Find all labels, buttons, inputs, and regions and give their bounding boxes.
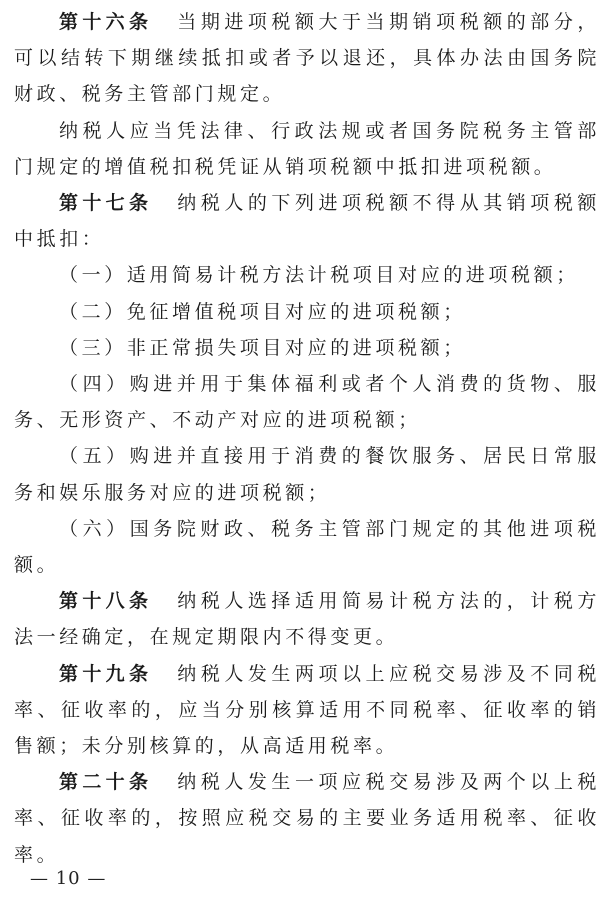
article-heading: 第二十条 (59, 771, 153, 794)
article-heading: 第十六条 (59, 11, 153, 33)
paragraph-article-17 (14, 185, 600, 257)
paragraph-text: （二）免征增值税项目对应的进项税额； (59, 300, 466, 323)
list-item (14, 294, 600, 330)
paragraph-text: 纳税人应当凭法律、行政法规或者国务院税务主管部门规定的增值税扣税凭证从销项税额中抵扣进项税额。 (14, 119, 600, 178)
paragraph-text: （一）适用简易计税方法计税项目对应的进项税额； (59, 264, 579, 287)
article-heading: 第十八条 (59, 590, 153, 613)
list-item (14, 511, 600, 583)
paragraph-text: 纳税人选择适用简易计税方法的，计税方法一经确定，在规定期限内不得变更。 (14, 590, 600, 649)
document-body (14, 4, 600, 873)
list-item (14, 257, 600, 293)
paragraph-text: （五）购进并直接用于消费的餐饮服务、居民日常服务和娱乐服务对应的进项税额； (14, 445, 600, 504)
list-item (14, 366, 600, 438)
paragraph-text: （四）购进并用于集体福利或者个人消费的货物、服务、无形资产、不动产对应的进项税额； (14, 373, 600, 432)
page-number: — 10 — (30, 868, 107, 889)
paragraph-text: （六）国务院财政、税务主管部门规定的其他进项税额。 (14, 517, 600, 577)
paragraph-article-16 (14, 4, 600, 113)
paragraph-article-19 (14, 656, 600, 765)
list-item (14, 438, 600, 510)
paragraph (14, 113, 600, 185)
paragraph-text: （三）非正常损失项目对应的进项税额； (59, 336, 466, 359)
paragraph-text: 纳税人发生两项以上应税交易涉及不同税率、征收率的，应当分别核算适用不同税率、征收率的销售额；未分别核算的，从高适用税率。 (14, 662, 600, 758)
list-item (14, 330, 600, 366)
paragraph-article-18 (14, 583, 600, 655)
paragraph-text: 纳税人发生一项应税交易涉及两个以上税率、征收率的，按照应税交易的主要业务适用税率、征收率。 (14, 771, 600, 866)
article-heading: 第十九条 (59, 662, 153, 685)
paragraph-text: 当期进项税额大于当期销项税额的部分，可以结转下期继续抵扣或者予以退还，具体办法由国务院财政、税务主管部门规定。 (14, 11, 600, 106)
article-heading: 第十七条 (59, 192, 153, 215)
paragraph-text: 纳税人的下列进项税额不得从其销项税额中抵扣： (14, 192, 600, 251)
paragraph-article-20 (14, 764, 600, 873)
